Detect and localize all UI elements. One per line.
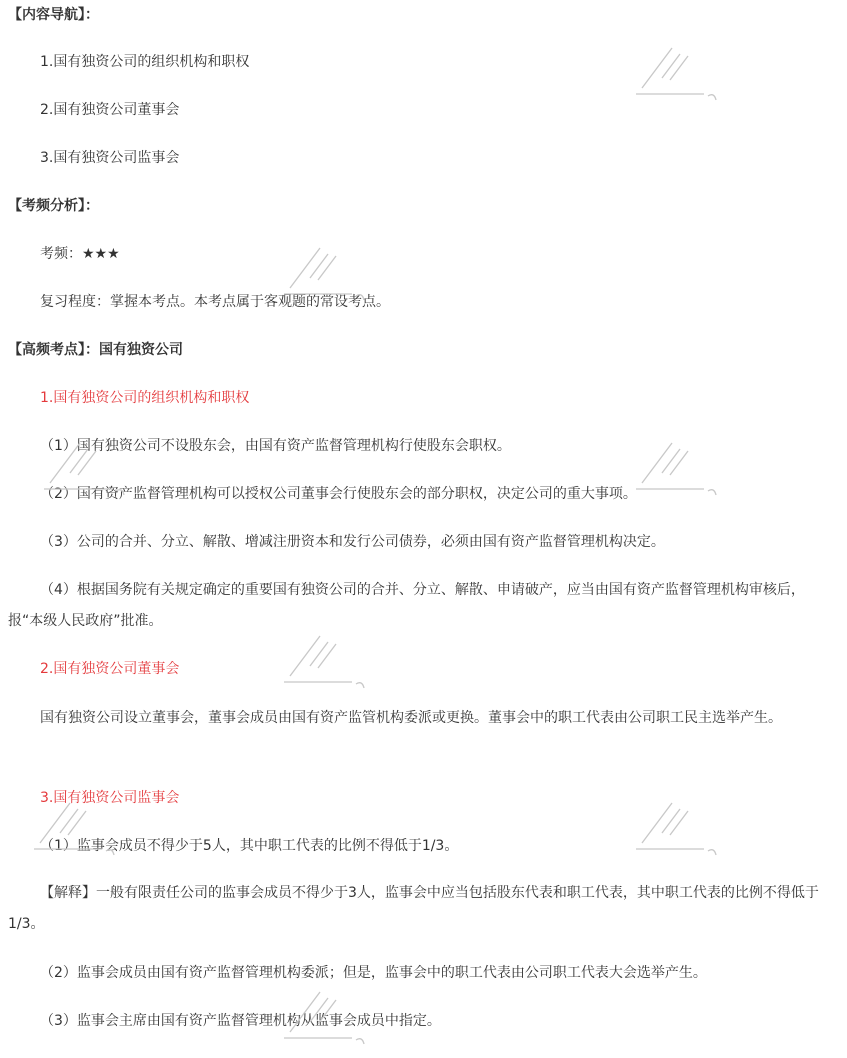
nav-item-2: 2.国有独资公司董事会 xyxy=(40,102,180,118)
topic-heading: 【高频考点】：国有独资公司 xyxy=(8,342,183,358)
watermark-icon xyxy=(280,628,380,698)
section3-note: 【解释】一般有限责任公司的监事会成员不得少于3人，监事会中应当包括股东代表和职工代表，其中职工代表的比例不得低于1/3。 xyxy=(8,885,819,932)
section2-title: 2.国有独资公司董事会 xyxy=(40,661,180,677)
watermark-icon xyxy=(632,40,732,110)
section1-point-2: （2）国有资产监督管理机构可以授权公司董事会行使股东会的部分职权，决定公司的重大事项。 xyxy=(40,486,637,502)
nav-item-1: 1.国有独资公司的组织机构和职权 xyxy=(40,54,250,70)
section1-point-3: （3）公司的合并、分立、解散、增减注册资本和发行公司债券，必须由国有资产监督管理机构决定。 xyxy=(40,534,665,550)
section1-point-1: （1）国有独资公司不设股东会，由国有资产监督管理机构行使股东会职权。 xyxy=(40,438,511,454)
section3-point-1: （1）监事会成员不得少于5人，其中职工代表的比例不得低于1/3。 xyxy=(40,838,459,854)
watermark-icon xyxy=(632,795,732,865)
nav-heading: 【内容导航】： xyxy=(8,7,99,23)
watermark-icon xyxy=(30,795,130,865)
freq-heading: 【考频分析】： xyxy=(8,198,99,214)
freq-review: 复习程度：掌握本考点。本考点属于客观题的常设考点。 xyxy=(40,294,390,310)
section3-title: 3.国有独资公司监事会 xyxy=(40,790,180,806)
section1-title: 1.国有独资公司的组织机构和职权 xyxy=(40,390,250,406)
section3-point-3: （3）监事会主席由国有资产监督管理机构从监事会成员中指定。 xyxy=(40,1013,441,1029)
watermark-icon xyxy=(280,240,380,310)
section3-point-2: （2）监事会成员由国有资产监督管理机构委派；但是，监事会中的职工代表由公司职工代表大会选举产生。 xyxy=(40,965,707,981)
watermark-icon xyxy=(40,435,140,505)
section2-para: 国有独资公司设立董事会，董事会成员由国有资产监管机构委派或更换。董事会中的职工代表由公司职工民主选举产生。 xyxy=(40,710,782,726)
freq-rating: 考频：★★★ xyxy=(40,246,120,262)
nav-item-3: 3.国有独资公司监事会 xyxy=(40,150,180,166)
watermark-icon xyxy=(280,984,380,1054)
watermark-icon xyxy=(632,435,732,505)
section1-point-4: （4）根据国务院有关规定确定的重要国有独资公司的合并、分立、解散、申请破产，应当由国有资产监督管理机构审核后，报“本级人民政府”批准。 xyxy=(8,582,805,629)
